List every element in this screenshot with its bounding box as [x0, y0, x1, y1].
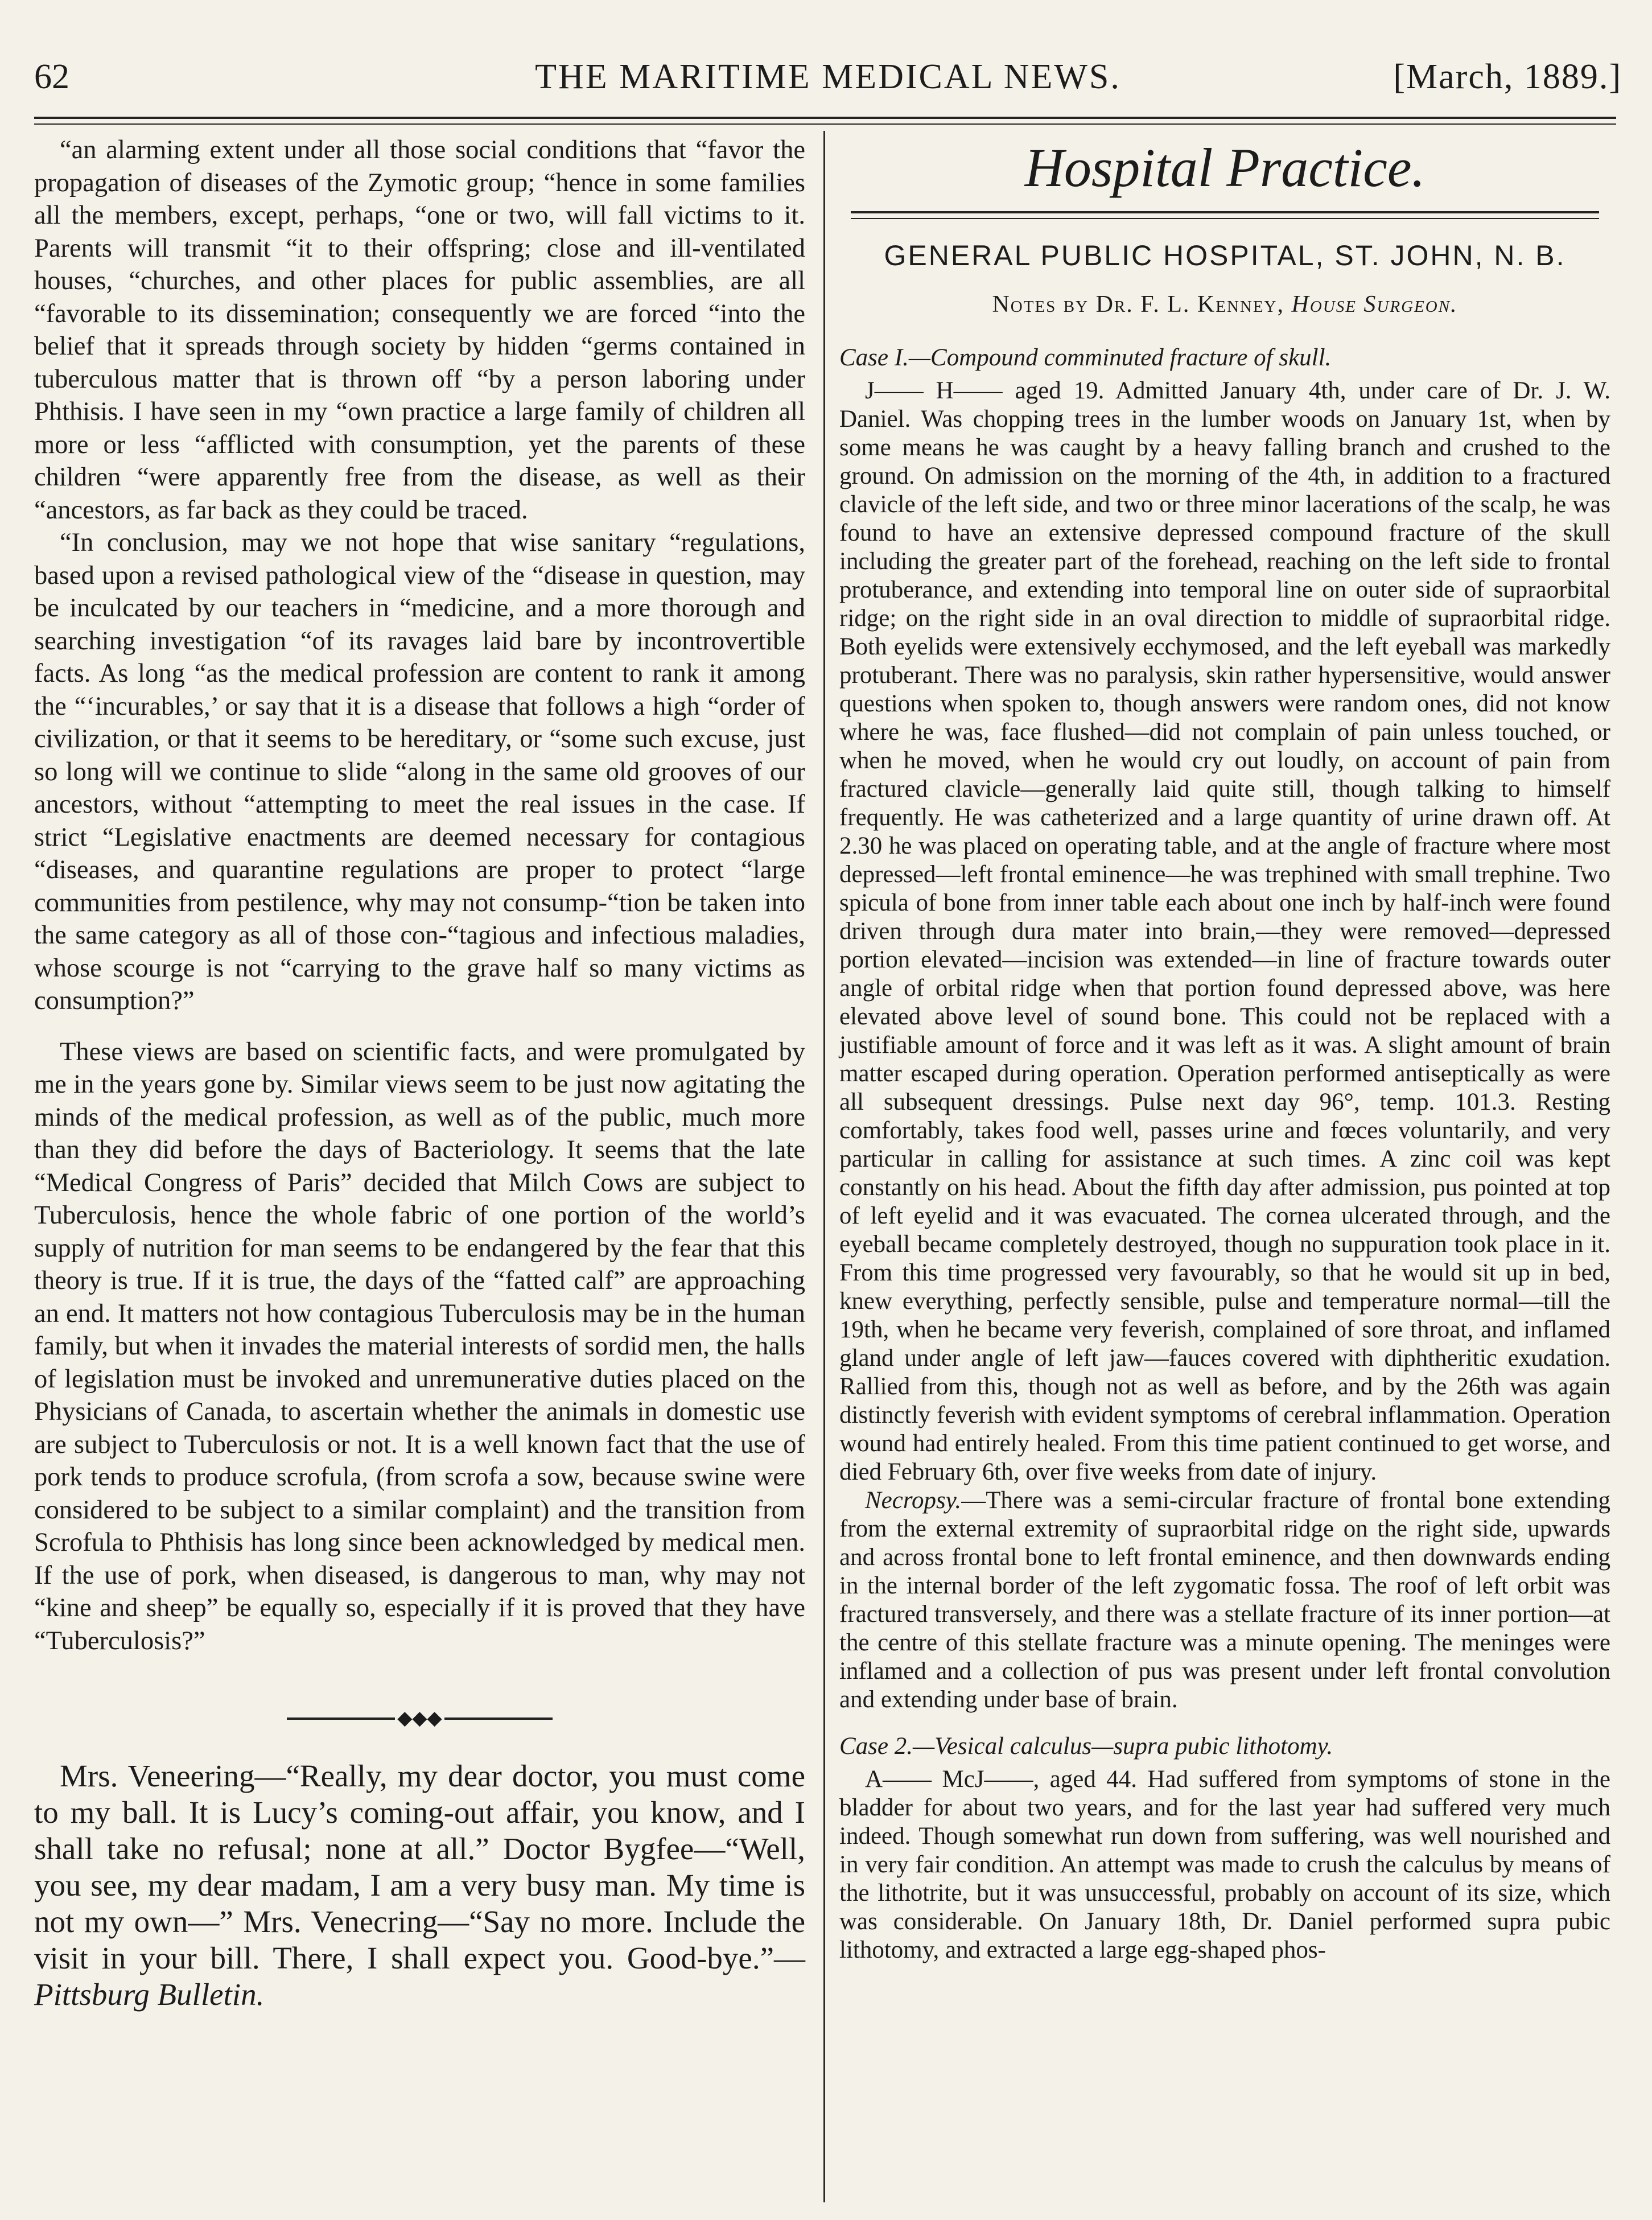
- issue-date: [March, 1889.]: [1393, 57, 1622, 96]
- page-number: 62: [34, 57, 69, 96]
- body-paragraph-3: These views are based on scientific facts, and were promulgated by me in the years gone by. Similar views seem to be just now agitating the minds of the medical profession, as well as of the public, much more than they did before the days of Bacteriology. It seems that the late “Medical Congress of Paris” decided that Milch Cows are subject to Tuberculosis, hence the whole fabric of one portion of the world’s supply of nutrition for man seems to be endangered by the fear that this theory is true. If it is true, the days of the “fatted calf” are approaching an end. It matters not how contagious Tuberculosis may be in the human family, but when it invades the material interests of sordid men, the halls of legislation must be invoked and unremunerative duties placed on the Physicians of Canada, to ascertain whether the animals in domestic use are subject to Tuberculosis or not. It is a well known fact that the use of pork tends to produce scrofula, (from scrofa a sow, because swine were considered to be subject to a similar complaint) and the transition from Scrofula to Phthisis has long since been acknowledged by medical men. If the use of pork, when diseased, is dangerous to man, why may not “kine and sheep” be equally so, especially if it is proved that they have “Tuberculosis?”: [34, 1037, 805, 1655]
- case-2-title: Case 2.—Vesical calculus—supra pubic lithotomy.: [839, 1733, 1333, 1760]
- right-column: [839, 134, 1610, 1964]
- section-title: Hospital Practice.: [1024, 137, 1426, 198]
- quote-paragraph-1: “an alarming extent under all those social conditions that “favor the propagation of diseases of the Zymotic group; “hence in some families all the members, except, perhaps, “one or two, will fall victims to it. Parents will transmit “it to their offspring; close and ill-ventilated houses, “churches, and other places for public assemblies, are all “favorable to its dissemination; consequently we are forced “into the belief that it spreads through society by hidden “germs contained in tuberculous matter that is thrown off “by a person laboring under Phthisis. I have seen in my “own practice a large family of children all more or less “afflicted with consumption, yet the parents of these children “were apparently free from the disease, as well as their “ancestors, as far back as they could be traced.: [34, 135, 805, 525]
- paragraph-gap: [34, 1018, 805, 1036]
- quote-paragraph-2: “In conclusion, may we not hope that wise sanitary “regulations, based upon a revised pathological view of the “disease in question, may be inculcated by our teachers in “medicine, and a more thorough and searching investigation “of its ravages laid bare by incontrovertible facts. As long “as the medical profession are content to rank it among the “‘incurables,’ or say that it is a disease that follows a high “order of civilization, or that it seems to be hereditary, or “some such excuse, just so long will we continue to slide “along in the same old grooves of our ancestors, without “attempting to meet the real issues in the case. If strict “Legislative enactments are deemed necessary for contagious “diseases, and quarantine regulations are proper to protect “large communities from pestilence, why may not consump-“tion be taken into the same category as all of those con-“tagious and infectious maladies, whose scourge is not “carrying to the grave half so many victims as consumption?”: [34, 528, 805, 1015]
- ornament-line-left: [287, 1717, 395, 1720]
- notes-author: Notes by Dr. F. L. Kenney,: [992, 291, 1284, 318]
- column-divider: [823, 131, 825, 2202]
- paragraph-gap: [839, 1714, 1610, 1732]
- anecdote-text: Mrs. Veneering—“Really, my dear doctor, you must come to my ball. It is Lucy’s coming-out affair, you know, and I shall take no refusal; none at all.” Doctor Bygfee—“Well, you see, my dear madam, I am a very busy man. My time is not my own—” Mrs. Venecring—“Say no more. Include the visit in your bill. There, I shall expect you. Good-bye.”—: [34, 1758, 805, 1975]
- left-column: [34, 134, 805, 2013]
- ornament-line-right: [444, 1717, 553, 1720]
- necropsy-paragraph: [839, 1486, 1610, 1714]
- case-1-title: Case I.—Compound comminuted fracture of skull.: [839, 344, 1332, 371]
- case-1-body: J—— H—— aged 19. Admitted January 4th, under care of Dr. J. W. Daniel. Was chopping trees in the lumber woods on January 1st, when by some means he was caught by a heavy falling branch and crushed to the ground. On admission on the morning of the 4th, in addition to a fractured clavicle of the left side, and two or three minor lacerations of the scalp, he was found to have an extensive depressed compound fracture of the skull including the greater part of the forehead, reaching on the left side to frontal protuberance, and extending into temporal line on outer side of supraorbital ridge; on the right side in an oval direction to middle of supraorbital ridge. Both eyelids were extensively ecchymosed, and the left eyeball was markedly protuberant. There was no paralysis, skin rather hypersensitive, would answer questions when spoken to, though answers were random ones, did not know where he was, face flushed—did not complain of pain unless touched, or when he moved, when he would cry out loudly, on account of pain from fractured clavicle—generally laid quite still, though talking to himself frequently. He was catheterized and a large quantity of urine drawn off. At 2.30 he was placed on operating table, and at the angle of fracture where most depressed—left frontal eminence—he was trephined with small trephine. Two spicula of bone from inner table each about one inch by half-inch were found driven through dura mater into brain,—they were removed—depressed portion elevated—incision was extended—in line of fracture towards outer angle of orbital ridge when that portion found depressed above, was here elevated above level of sound bone. This could not be replaced with a justifiable amount of force and it was left as it was. A slight amount of brain matter escaped during operation. Operation performed antiseptically as were all subsequent dressings. Pulse next day 96°, temp. 101.3. Resting comfortably, takes food well, passes urine and fœces voluntarily, and very particular in calling for assistance at such times. A zinc coil was kept constantly on his head. About the fifth day after admission, pus pointed at top of left eyelid and it was evacuated. The cornea ulcerated through, and the eyeball became completely destroyed, though no suppuration took place in it. From this time progressed very favourably, so that he would sit up in bed, knew everything, perfectly sensible, pulse and temperature normal—till the 19th, when he became very feverish, complained of sore throat, and inflamed gland under angle of left jaw—fauces covered with diphtheritic exudation. Rallied from this, though not as well as before, and by the 26th was again distinctly feverish with evident symptoms of cerebral inflammation. Operation wound had entirely healed. From this time patient continued to get worse, and died February 6th, over five weeks from date of injury.: [839, 377, 1610, 1485]
- necropsy-label: Necropsy.: [865, 1487, 962, 1514]
- page-header: [34, 51, 1622, 114]
- ornament-diamond-icon: ◆◆◆: [397, 1708, 442, 1729]
- case-2-body: A—— McJ——, aged 44. Had suffered from symptoms of stone in the bladder for about two years, and for the last year had suffered very much indeed. Though somewhat run down from suffering, was well nourished and in very fair condition. An attempt was made to crush the calculus by means of the lithotrite, but it was unsuccessful, probably on account of its size, which was considerable. On January 18th, Dr. Daniel performed supra pubic lithotomy, and extracted a large egg-shaped phos-: [839, 1766, 1610, 1963]
- notes-role: House Surgeon.: [1291, 291, 1458, 318]
- anecdote-source: Pittsburg Bulletin.: [34, 1976, 265, 2012]
- notes-byline: [839, 289, 1610, 322]
- section-rule: [851, 211, 1599, 219]
- journal-title: THE MARITIME MEDICAL NEWS.: [535, 57, 1121, 96]
- hospital-heading: GENERAL PUBLIC HOSPITAL, ST. JOHN, N. B.: [884, 240, 1566, 271]
- section-ornament: [34, 1700, 805, 1735]
- case-1: [839, 344, 1610, 1964]
- necropsy-body: —There was a semi-circular fracture of frontal bone extending from the external extremity of supraorbital ridge on the right side, upwards and across frontal bone to left frontal eminence, and then downwards ending in the internal border of the left zygomatic fossa. The roof of left orbit was fractured transversely, and there was a stellate fracture of its inner portion—at the centre of this stellate fracture was a minute opening. The meninges were inflamed and a collection of pus was present under left frontal convolution and extending under base of brain.: [839, 1487, 1610, 1713]
- anecdote-paragraph: [34, 1758, 805, 2013]
- header-rule: [34, 117, 1616, 125]
